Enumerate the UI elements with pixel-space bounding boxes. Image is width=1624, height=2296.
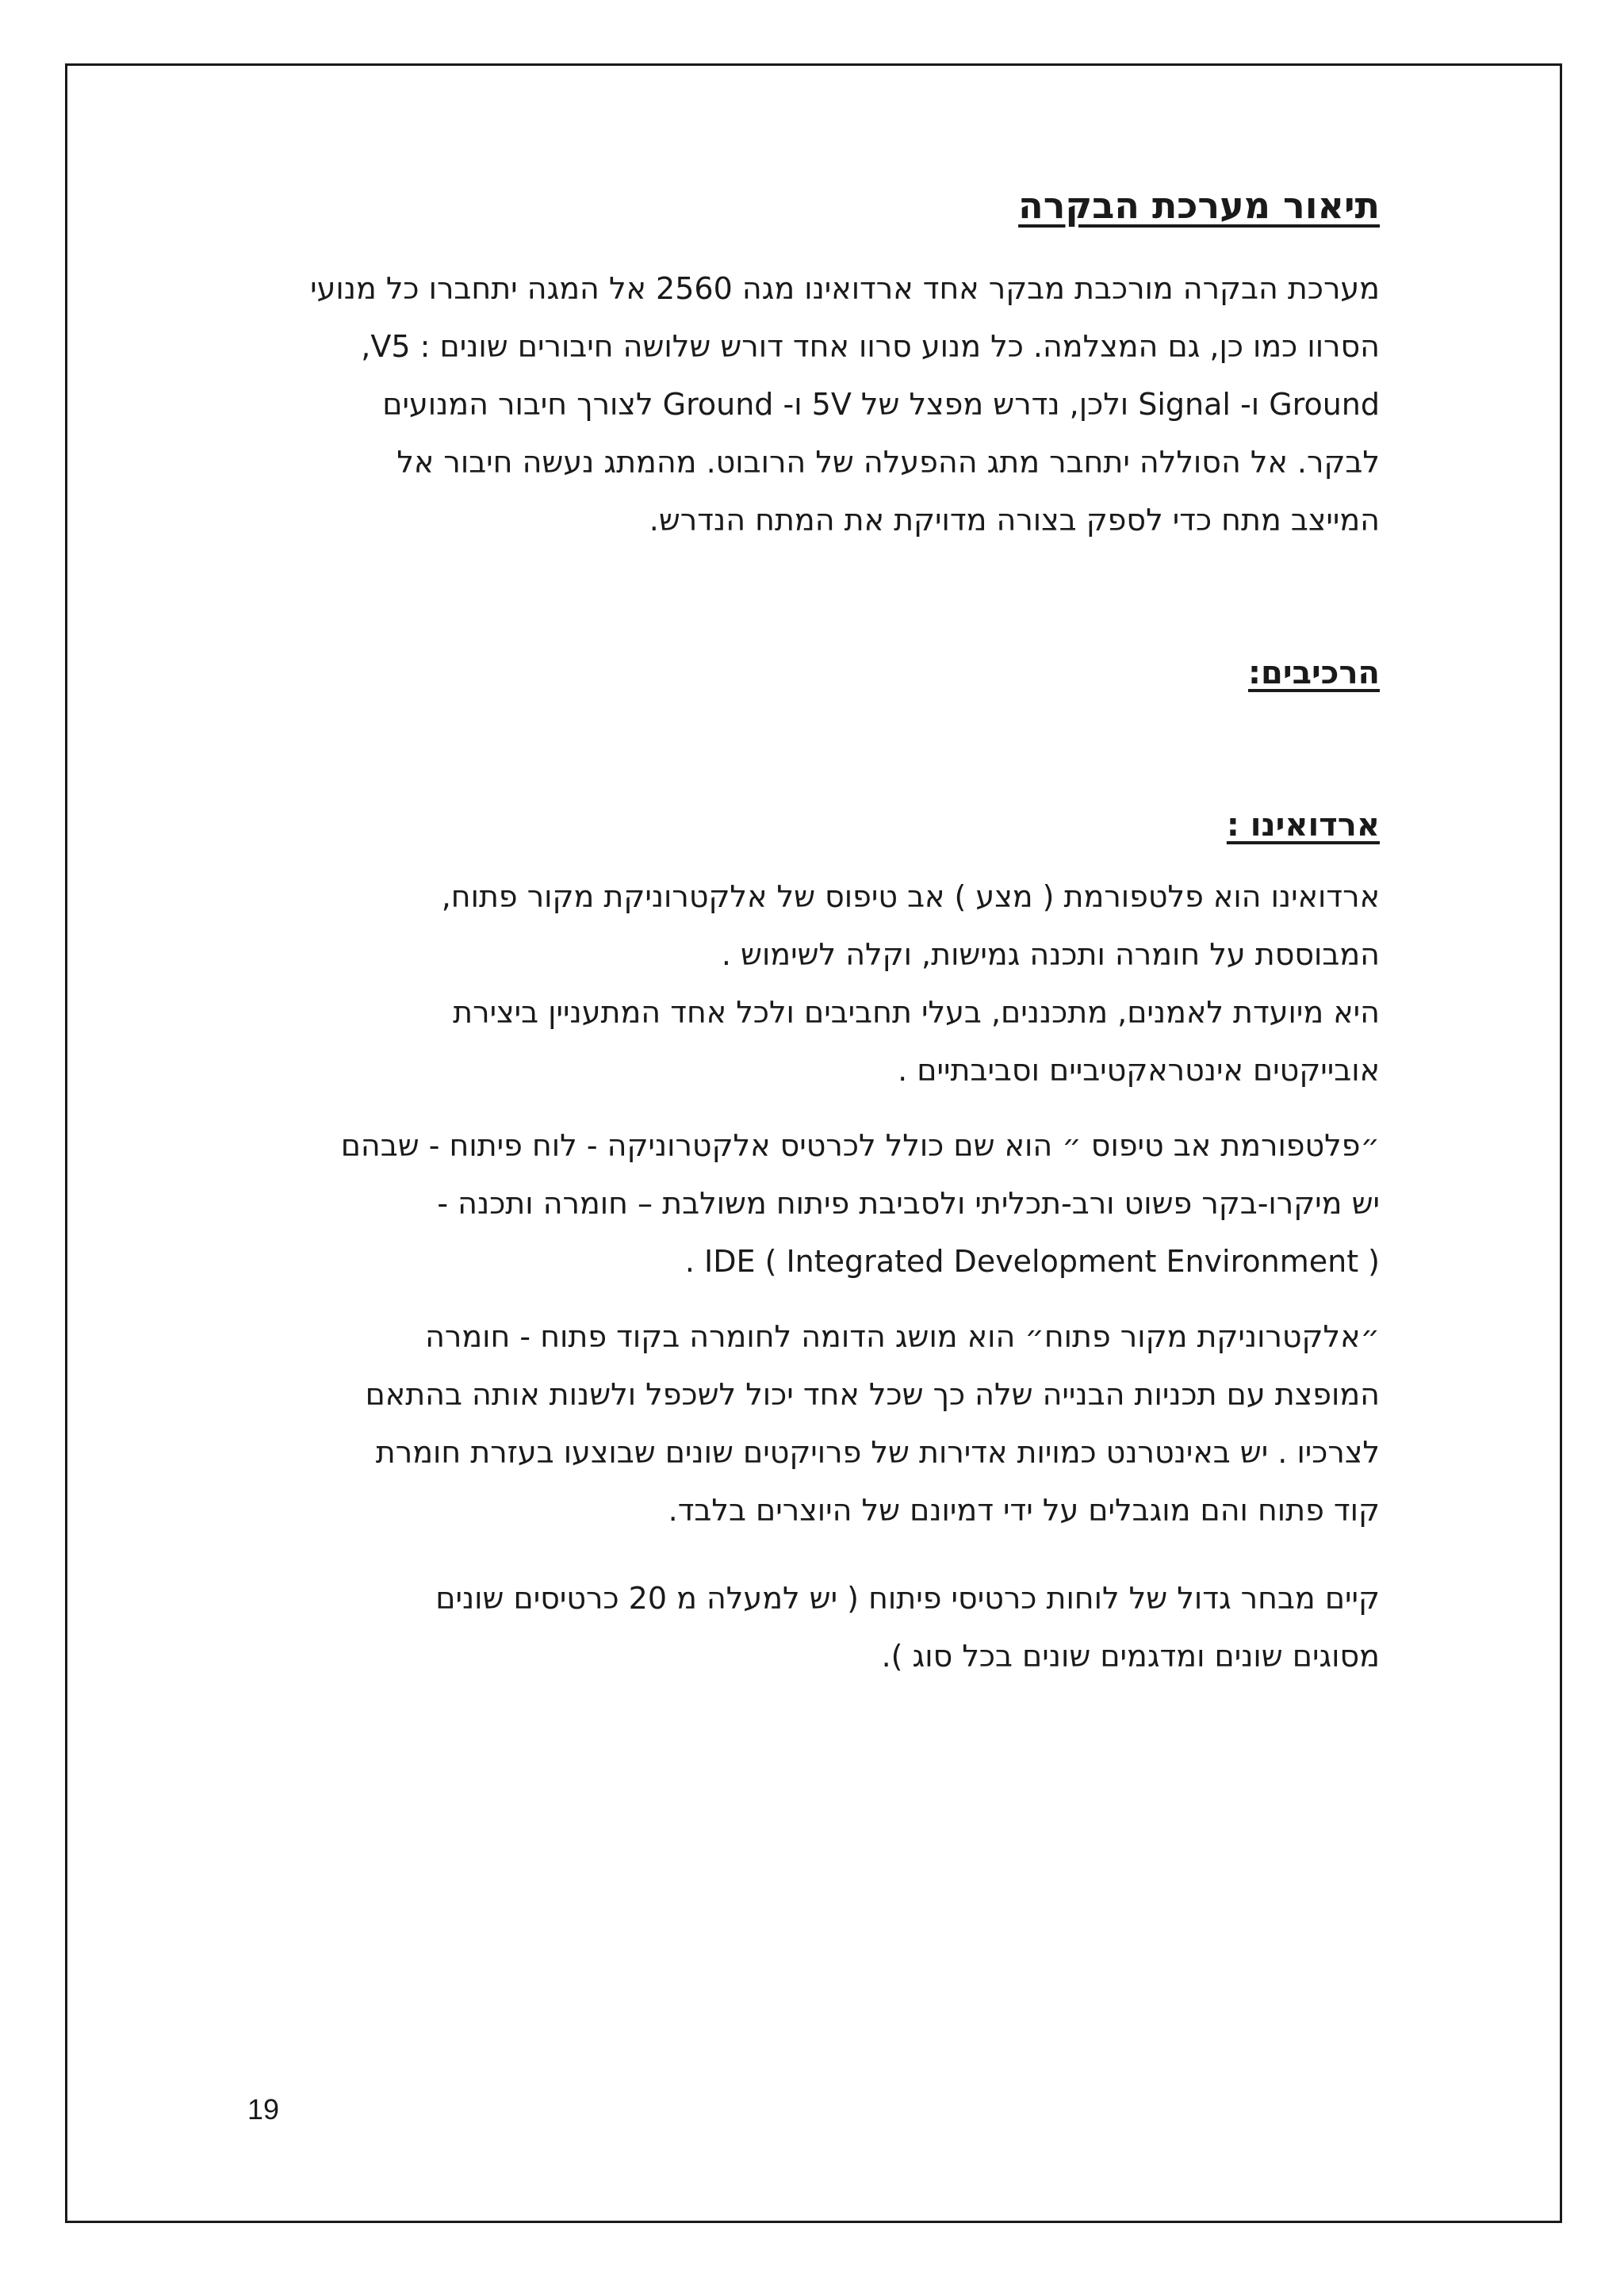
text-line: המבוססת על חומרה ותכנה גמישות, וקלה לשימוש . bbox=[721, 936, 1380, 972]
page-title: תיאור מערכת הבקרה bbox=[1018, 184, 1380, 227]
arduino-paragraph-2 bbox=[254, 1117, 1380, 1291]
text-line: IDE ( Integrated Development Environment ) . bbox=[684, 1243, 1380, 1279]
text-line: Ground ו- Signal ולכן, נדרש מפצל של 5V ו- Ground לצורך חיבור המנועים bbox=[382, 386, 1380, 422]
arduino-heading: ארדואינו : bbox=[1226, 806, 1380, 844]
text-line: המופצת עם תכניות הבנייה שלה כך שכל אחד יכול לשכפל ולשנות אותה בהתאם bbox=[365, 1376, 1380, 1412]
text-line: ארדואינו הוא פלטפורמת ( מצע ) אב טיפוס של אלקטרוניקת מקור פתוח, bbox=[441, 878, 1380, 914]
text-line: קיים מבחר גדול של לוחות כרטיסי פיתוח ( יש למעלה מ 20 כרטיסים שונים bbox=[435, 1580, 1380, 1616]
page-content bbox=[254, 182, 1380, 1686]
arduino-paragraph-4 bbox=[254, 1570, 1380, 1686]
intro-paragraph bbox=[254, 260, 1380, 549]
text-line: היא מיועדת לאמנים, מתכננים, בעלי תחביבים ולכל אחד המתעניין ביצירת bbox=[453, 994, 1380, 1030]
text-line: מערכת הבקרה מורכבת מבקר אחד ארדואינו מגה 2560 אל המגה יתחברו כל מנועי bbox=[310, 270, 1380, 306]
text-line: מסוגים שונים ומדגמים שונים בכל סוג ). bbox=[881, 1638, 1380, 1674]
text-line: הסרוו כמו כן, גם המצלמה. כל מנוע סרוו אחד דורש שלושה חיבורים שונים : V5, bbox=[361, 328, 1380, 364]
arduino-paragraph-1 bbox=[254, 868, 1380, 1100]
page-number: 19 bbox=[247, 2093, 280, 2126]
arduino-paragraph-3 bbox=[254, 1308, 1380, 1540]
text-line: לצרכיו . יש באינטרנט כמויות אדירות של פרויקטים שונים שבוצעו בעזרת חומרת bbox=[375, 1434, 1380, 1470]
text-line: המייצב מתח כדי לספק בצורה מדויקת את המתח הנדרש. bbox=[649, 502, 1380, 538]
text-line: יש מיקרו-בקר פשוט ורב-תכליתי ולסביבת פיתוח משולבת – חומרה ותכנה - bbox=[437, 1185, 1380, 1221]
components-heading: הרכיבים: bbox=[1247, 654, 1380, 691]
text-line: אובייקטים אינטראקטיביים וסביבתיים . bbox=[898, 1052, 1380, 1088]
text-line: קוד פתוח והם מוגבלים על ידי דמיונם של היוצרים בלבד. bbox=[668, 1492, 1380, 1528]
text-line: לבקר. אל הסוללה יתחבר מתג ההפעלה של הרובוט. מהמתג נעשה חיבור אל bbox=[396, 444, 1380, 480]
text-line: ״פלטפורמת אב טיפוס ״ הוא שם כולל לכרטיס אלקטרוניקה - לוח פיתוח - שבהם bbox=[340, 1127, 1380, 1163]
text-line: ״אלקטרוניקת מקור פתוח״ הוא מושג הדומה לחומרה בקוד פתוח - חומרה bbox=[425, 1318, 1380, 1354]
